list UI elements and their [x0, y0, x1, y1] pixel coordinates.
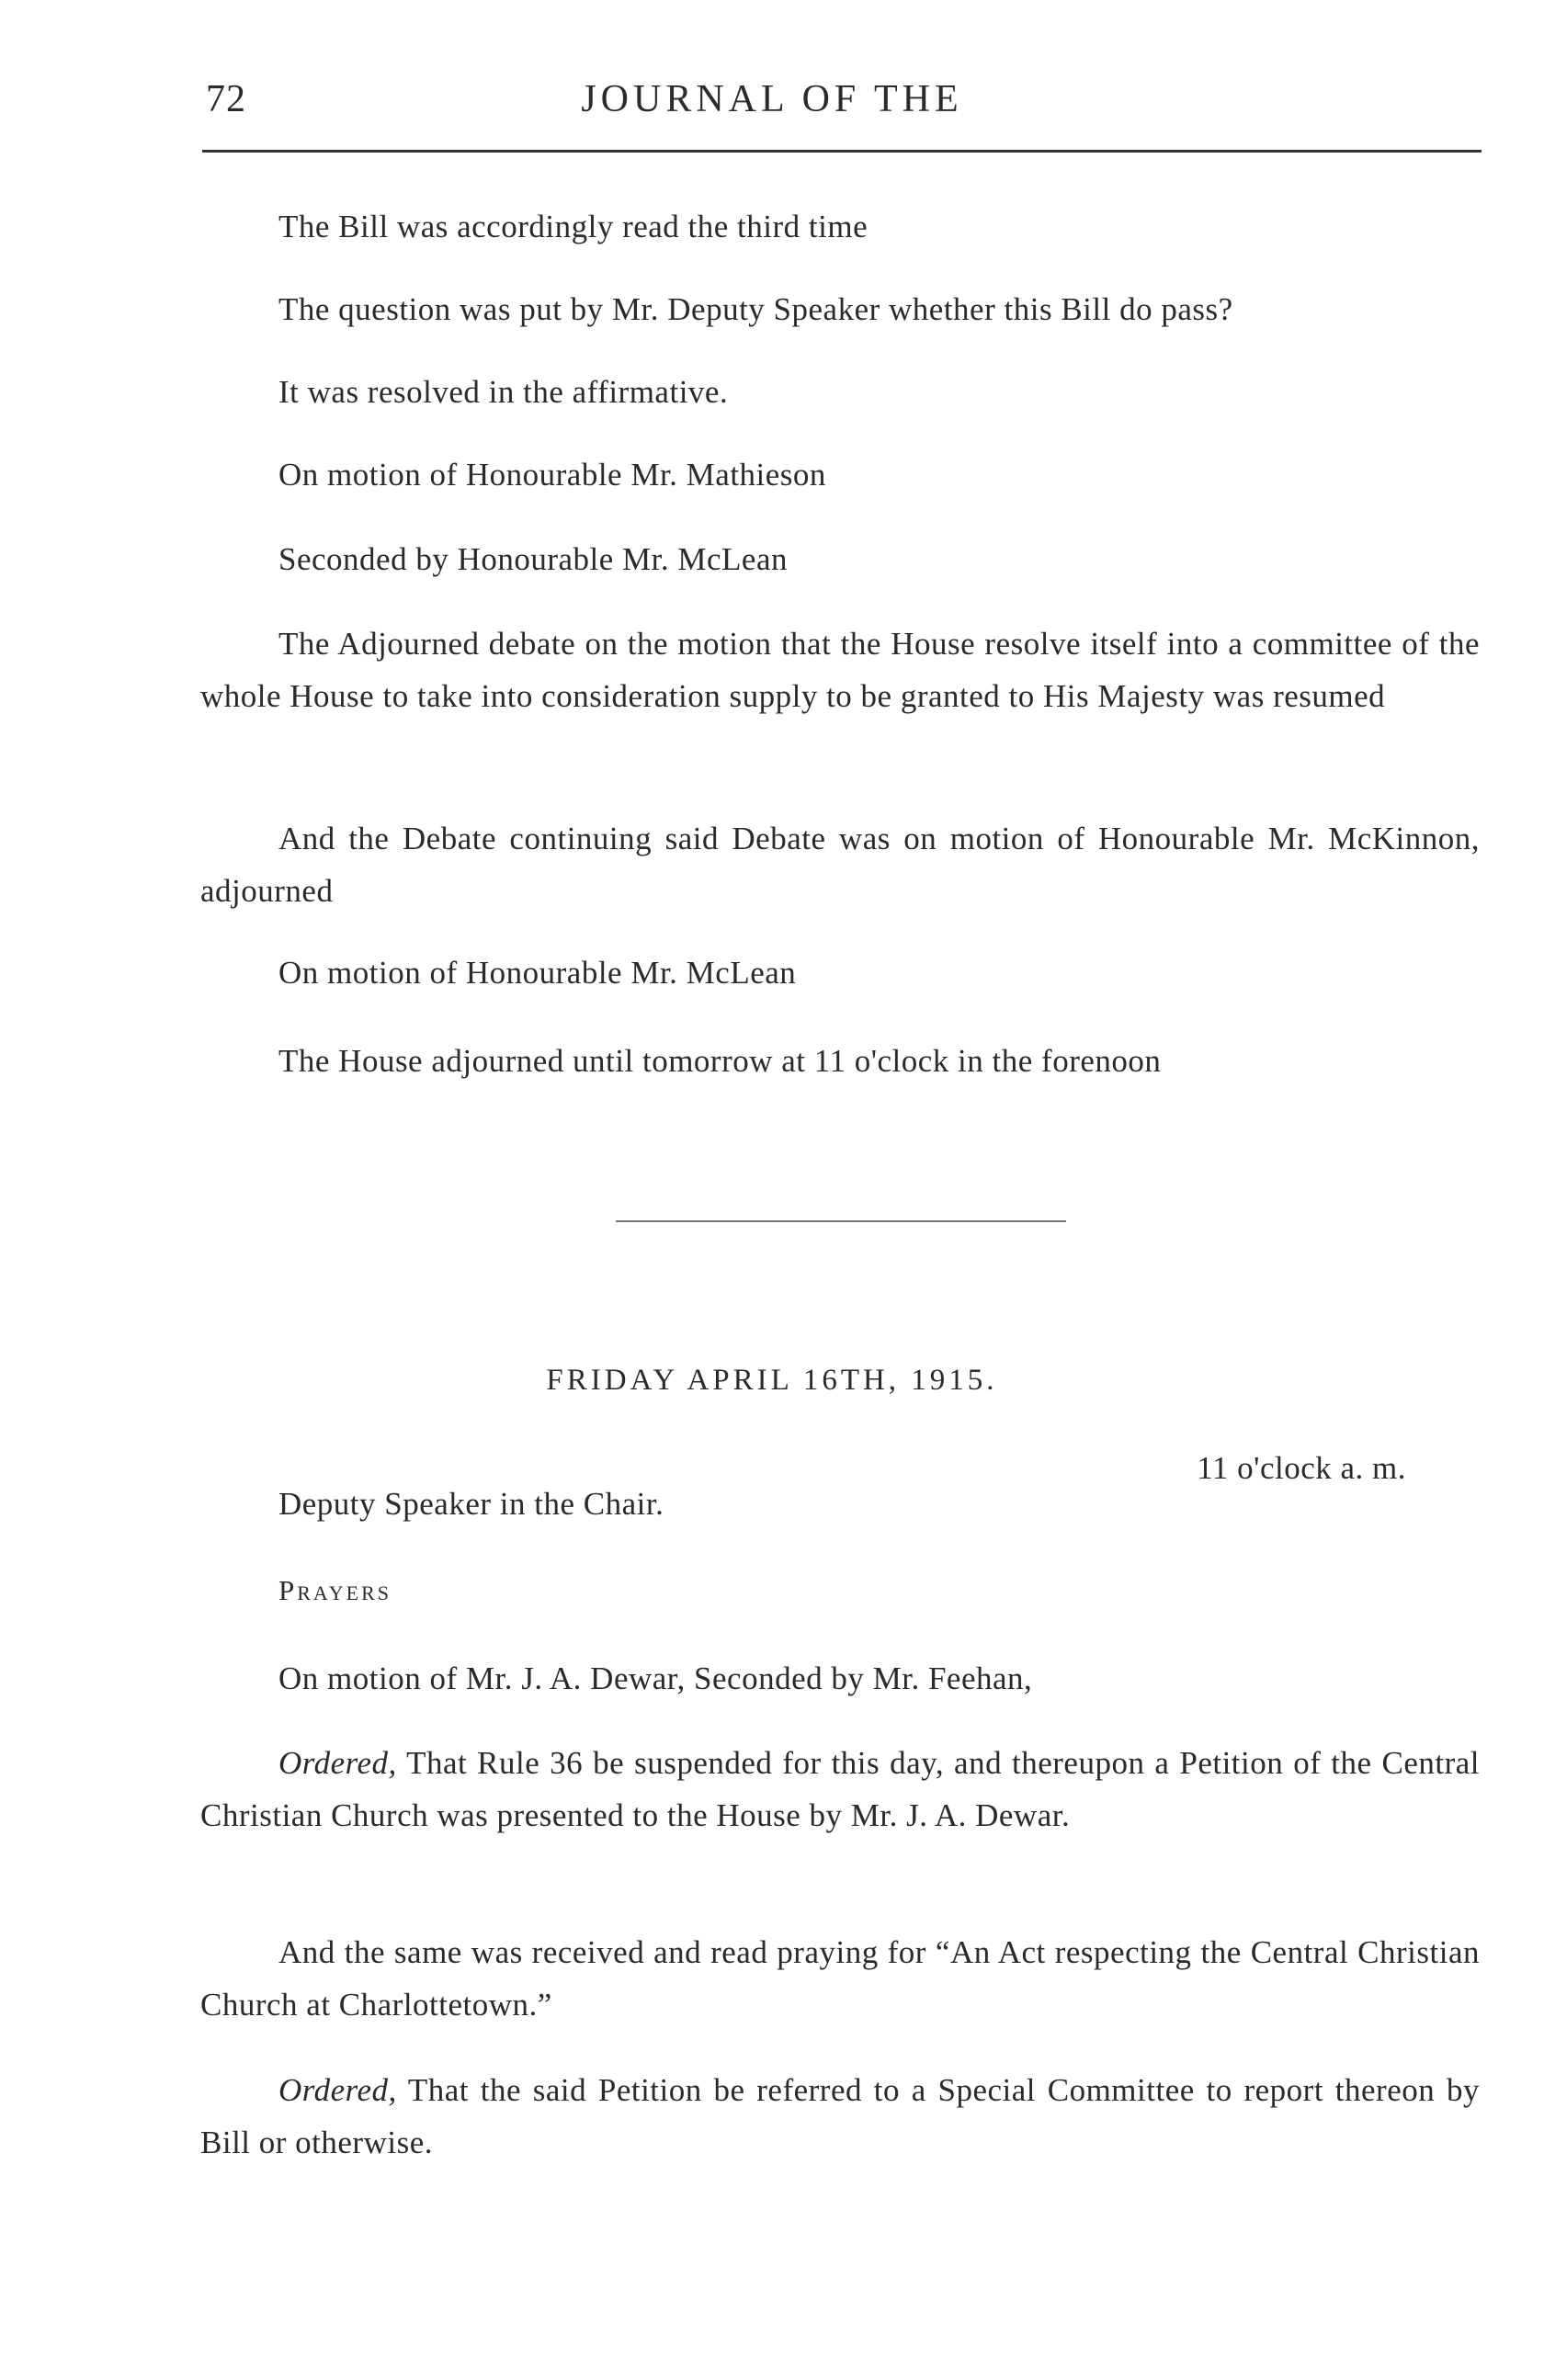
- paragraph-chair: Deputy Speaker in the Chair.: [278, 1486, 664, 1522]
- ordered-label: Ordered,: [278, 1745, 397, 1781]
- header-rule: [202, 150, 1482, 153]
- paragraph-third-reading: The Bill was accordingly read the third time: [278, 209, 868, 244]
- running-head: JOURNAL OF THE: [581, 78, 963, 120]
- paragraph-resolved: It was resolved in the affirmative.: [278, 374, 729, 410]
- paragraph-motion-mathieson: On motion of Honourable Mr. Mathieson: [278, 457, 826, 493]
- sitting-time: 11 o'clock a. m.: [1197, 1450, 1406, 1486]
- paragraph-debate-continuing: And the Debate continuing said Debate was on motion of Honourable Mr. McKinnon, adjourned: [200, 821, 1480, 909]
- paragraph-adjourned-debate: The Adjourned debate on the motion that the House resolve itself into a committee of the whole House to take into consideration supply to be granted to His Majesty was resumed: [200, 626, 1480, 714]
- sitting-date-heading: FRIDAY APRIL 16TH, 1915.: [546, 1364, 998, 1397]
- paragraph-petition-received: And the same was received and read praying for “An Act respecting the Central Christian Church at Charlottetown.”: [200, 1934, 1480, 2023]
- prayers-heading: Prayers: [278, 1574, 392, 1606]
- paragraph-order-rule-36: [200, 1737, 1480, 1842]
- paragraph-seconded-mclean: Seconded by Honourable Mr. McLean: [278, 541, 788, 577]
- paragraph-house-adjourned: The House adjourned until tomorrow at 11 o'clock in the forenoon: [278, 1043, 1162, 1079]
- section-divider: [616, 1220, 1066, 1222]
- ordered-label: Ordered,: [278, 2072, 397, 2108]
- paragraph-question-put: The question was put by Mr. Deputy Speaker whether this Bill do pass?: [278, 291, 1233, 327]
- order-rule-36-text: That Rule 36 be suspended for this day, and thereupon a Petition of the Central Christian Church was presented to the House by Mr. J. A. Dewar.: [200, 1745, 1480, 1833]
- paragraph-order-special-committee: [200, 2064, 1480, 2169]
- paragraph-motion-dewar: On motion of Mr. J. A. Dewar, Seconded by Mr. Feehan,: [278, 1660, 1033, 1696]
- page-number: 72: [206, 78, 246, 120]
- order-special-committee-text: That the said Petition be referred to a Special Committee to report thereon by Bill or otherwise.: [200, 2072, 1480, 2160]
- paragraph-motion-mclean: On motion of Honourable Mr. McLean: [278, 955, 797, 991]
